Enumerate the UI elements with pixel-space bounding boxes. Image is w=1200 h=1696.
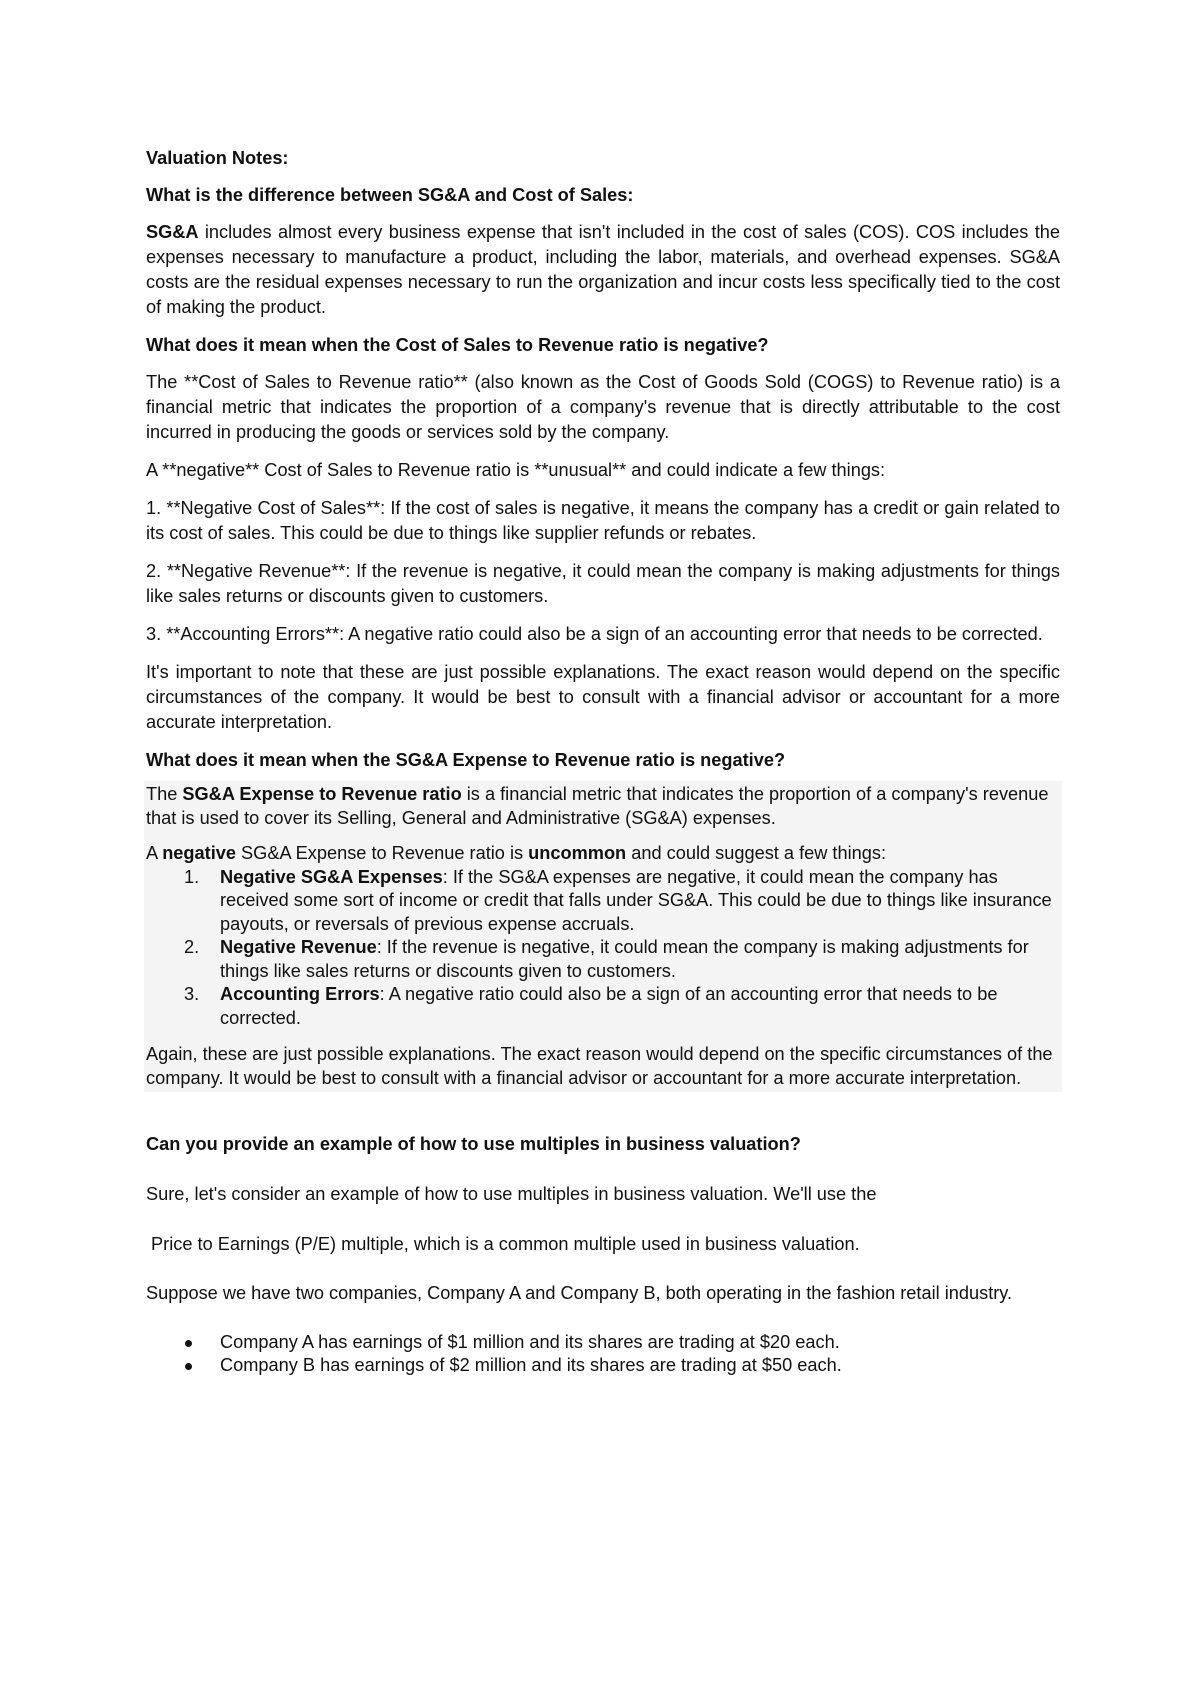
- document-title: Valuation Notes:: [146, 148, 289, 168]
- list-item-term: Negative SG&A Expenses: [220, 866, 443, 887]
- list-item-text: : If the SG&A expenses are negative, it could mean the company has received some sort of income or credit that falls under SG&A. This could be due to things like insurance payouts, or reversals of previous expense accruals.: [220, 866, 1052, 934]
- q2-item-2: 2. **Negative Revenue**: If the revenue is negative, it could mean the company is making adjustments for things like sales returns or discounts given to customers.: [146, 561, 1060, 606]
- list-item-term: Negative Revenue: [220, 937, 377, 957]
- q4-heading: Can you provide an example of how to use multiples in business valuation?: [146, 1134, 801, 1154]
- q2-paragraph-1: The **Cost of Sales to Revenue ratio** (also known as the Cost of Goods Sold (COGS) to Revenue ratio) is a financial metric that indicates the proportion of a company's revenue that is directly attributable to the cost incurred in producing the goods or services sold by the company.: [146, 372, 1060, 442]
- list-item: [146, 866, 1060, 937]
- q1-paragraph: [146, 220, 1060, 320]
- q4-bullet-list: [146, 1331, 1060, 1378]
- q3-p2-bold-2: uncommon: [528, 843, 627, 863]
- q3-p2-mid: SG&A Expense to Revenue ratio is: [235, 843, 529, 863]
- bullet-icon: [185, 1340, 192, 1347]
- q3-closing: Again, these are just possible explanations. The exact reason would depend on the specific circumstances of the company. It would be best to consult with a financial advisor or accountant for a more accurate interpretation.: [146, 1044, 1053, 1088]
- q3-p1-bold: SG&A Expense to Revenue ratio: [182, 784, 462, 804]
- list-item-number: 3.: [184, 984, 200, 1004]
- q3-heading: What does it mean when the SG&A Expense to Revenue ratio is negative?: [146, 750, 786, 770]
- q4-paragraph-1: Sure, let's consider an example of how to use multiples in business valuation. We'll use the: [146, 1184, 877, 1204]
- q2-closing: It's important to note that these are just possible explanations. The exact reason would depend on the specific circumstances of the company. It would be best to consult with a financial advisor or accountant for a more accurate interpretation.: [146, 662, 1060, 732]
- q3-numbered-list: [146, 866, 1060, 1031]
- q2-heading: What does it mean when the Cost of Sales to Revenue ratio is negative?: [146, 335, 769, 355]
- list-item-text: Company B has earnings of $2 million and its shares are trading at $50 each.: [220, 1355, 842, 1375]
- q3-p2-pre: A: [146, 843, 163, 863]
- q3-answer-block: [144, 781, 1062, 1092]
- list-item: [146, 936, 1060, 983]
- list-item-text: Company A has earnings of $1 million and its shares are trading at $20 each.: [220, 1331, 840, 1352]
- q4-paragraph-3: Suppose we have two companies, Company A and Company B, both operating in the fashion retail industry.: [146, 1283, 1013, 1303]
- bullet-icon: [185, 1363, 192, 1370]
- q1-heading: What is the difference between SG&A and Cost of Sales:: [146, 185, 634, 205]
- list-item: [146, 1331, 1060, 1355]
- list-item: [146, 983, 1060, 1030]
- q2-item-1: 1. **Negative Cost of Sales**: If the cost of sales is negative, it means the company has a credit or gain related to its cost of sales. This could be due to things like supplier refunds or rebates.: [146, 498, 1060, 543]
- list-item-number: 1.: [184, 866, 200, 887]
- q1-body: includes almost every business expense that isn't included in the cost of sales (COS). COS includes the expenses necessary to manufacture a product, including the labor, materials, and overhead expenses. SG&A costs are the residual expenses necessary to run the organization and incur costs less specifically tied to the cost of making the product.: [146, 222, 1060, 317]
- q3-p2-bold-1: negative: [162, 843, 236, 863]
- list-item: [146, 1354, 1060, 1378]
- list-item-text: : A negative ratio could also be a sign of an accounting error that needs to be corrected.: [220, 984, 998, 1028]
- q3-p2-post: and could suggest a few things:: [626, 843, 887, 863]
- q3-p1-post: is a financial metric that indicates the proportion of a company's revenue that is used to cover its Selling, General and Administrative (SG&A) expenses.: [146, 784, 1049, 828]
- q1-term: SG&A: [146, 222, 199, 242]
- q3-p1-pre: The: [146, 784, 183, 804]
- q2-item-3: 3. **Accounting Errors**: A negative ratio could also be a sign of an accounting error that needs to be corrected.: [146, 624, 1043, 644]
- q4-paragraph-2: Price to Earnings (P/E) multiple, which is a common multiple used in business valuation.: [146, 1234, 860, 1254]
- q3-paragraph-1: [146, 783, 1060, 830]
- list-item-text: : If the revenue is negative, it could mean the company is making adjustments for things like sales returns or discounts given to customers.: [220, 937, 1029, 981]
- list-item-number: 2.: [184, 937, 200, 957]
- document-body: [146, 146, 1060, 1378]
- q3-paragraph-2: [146, 842, 1060, 866]
- q2-paragraph-2: A **negative** Cost of Sales to Revenue ratio is **unusual** and could indicate a few things:: [146, 460, 886, 480]
- list-item-term: Accounting Errors: [220, 984, 380, 1004]
